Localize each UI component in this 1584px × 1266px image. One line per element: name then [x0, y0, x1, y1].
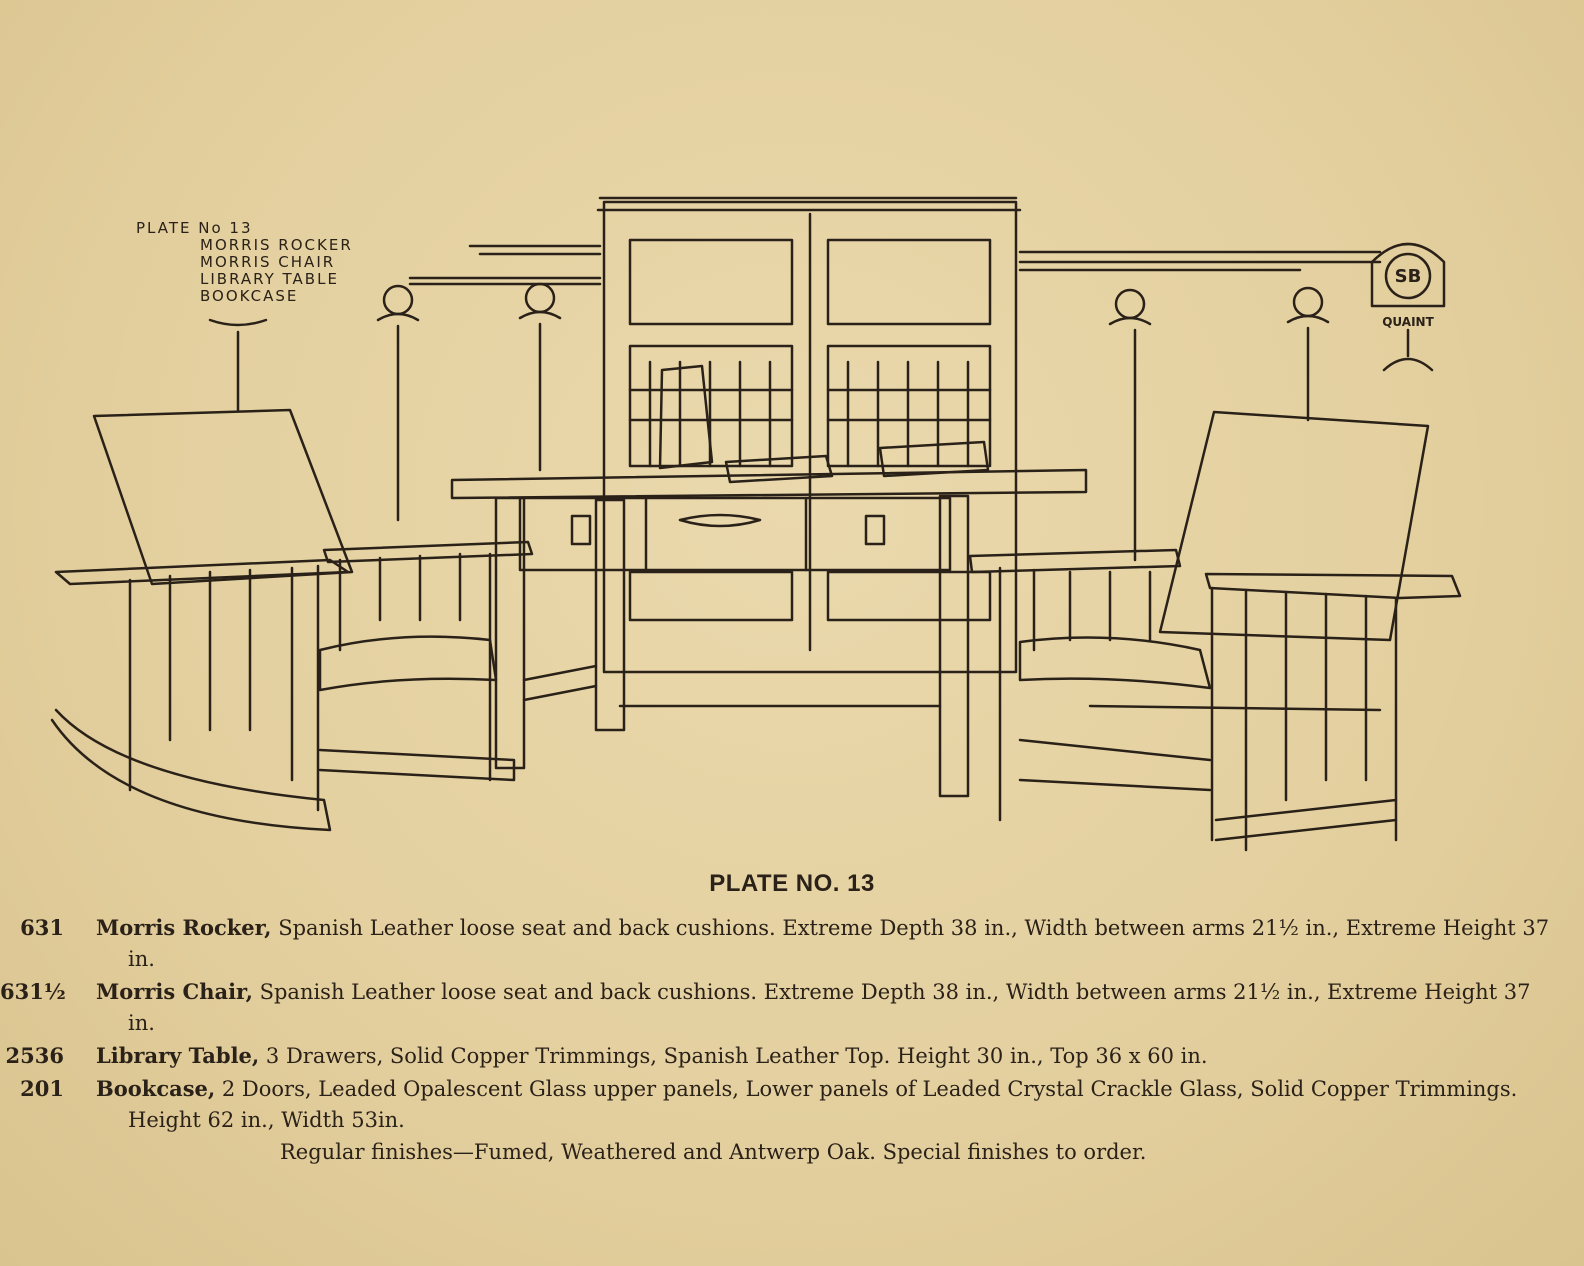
plate-title: PLATE NO. 13 — [709, 870, 875, 897]
item-description: 3 Drawers, Solid Copper Trimmings, Spanish Leather Top. Height 30 in., Top 36 x 60 in. — [265, 1044, 1208, 1068]
caption-line-chair: MORRIS CHAIR — [200, 253, 336, 271]
item-number: 2536 — [5, 1043, 64, 1068]
list-item — [0, 1073, 1584, 1136]
list-item — [0, 1040, 1584, 1072]
caption-line-bookcase: BOOKCASE — [200, 287, 299, 305]
ornament-3 — [1110, 290, 1150, 560]
list-item — [0, 912, 1584, 975]
caption-line-rocker: MORRIS ROCKER — [200, 236, 353, 254]
list-item — [0, 976, 1584, 1039]
ornament-1 — [378, 286, 418, 520]
item-number: 631 — [20, 915, 64, 940]
library-table-drawing — [452, 470, 1086, 796]
item-description: Spanish Leather loose seat and back cushions. Extreme Depth 38 in., Width between arms 21½ in., Extreme Height 37 in. — [128, 916, 1550, 971]
logo-monogram: SB — [1394, 266, 1422, 287]
morris-chair-drawing — [970, 412, 1460, 850]
item-number: 201 — [20, 1076, 64, 1101]
maker-logo — [1372, 244, 1444, 370]
item-description: 2 Doors, Leaded Opalescent Glass upper panels, Lower panels of Leaded Crystal Crackle Glass, Solid Copper Trimmings. Height 62 in., Width 53in. — [128, 1077, 1518, 1132]
caption-line-table: LIBRARY TABLE — [200, 270, 339, 288]
finishes-note: Regular finishes—Fumed, Weathered and Antwerp Oak. Special finishes to order. — [280, 1140, 1147, 1164]
item-number: 631½ — [0, 979, 66, 1004]
handwritten-caption — [136, 220, 353, 305]
ornament-4 — [1288, 288, 1328, 420]
morris-rocker-drawing — [52, 410, 532, 830]
entries-list — [0, 912, 1584, 1168]
ornament-2 — [520, 284, 560, 470]
item-name: Library Table, — [96, 1043, 260, 1068]
logo-word: QUAINT — [1382, 315, 1434, 329]
item-name: Morris Rocker, — [96, 915, 272, 940]
item-description: Spanish Leather loose seat and back cushions. Extreme Depth 38 in., Width between arms 21½ in., Extreme Height 37 in. — [128, 980, 1531, 1035]
pitcher — [660, 366, 712, 468]
item-name: Morris Chair, — [96, 979, 253, 1004]
item-name: Bookcase, — [96, 1076, 216, 1101]
caption-line-plate: PLATE No 13 — [136, 219, 253, 237]
